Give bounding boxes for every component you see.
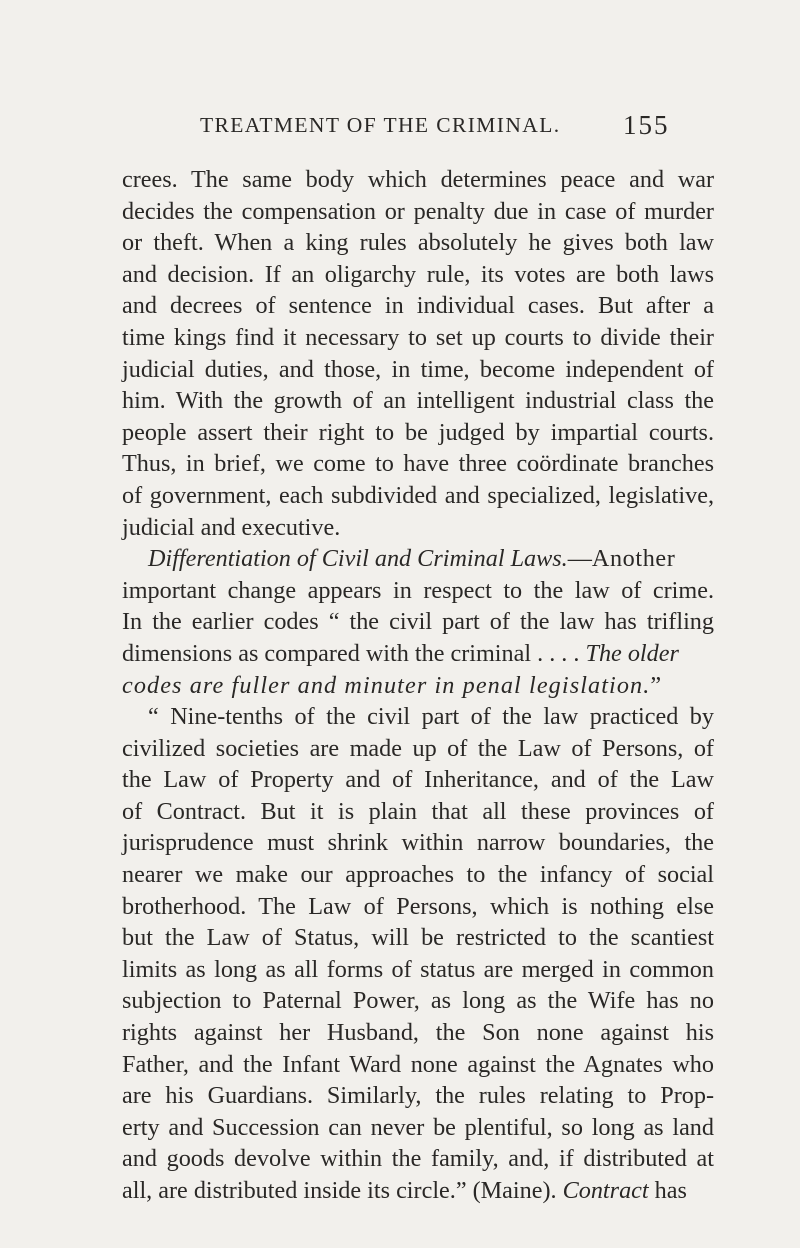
quote-line: civilized societies are made up of the Law of Persons, of xyxy=(122,734,714,762)
text-fragment: has xyxy=(648,1177,687,1204)
quote-line: rights against her Husband, the Son none against his xyxy=(122,1019,714,1047)
section-heading: Differentiation of Civil and Criminal Laws. xyxy=(148,545,568,573)
text-line: and decision. If an oligarchy rule, its votes are both laws xyxy=(122,260,714,288)
quote-line: brotherhood. The Law of Persons, which is nothing else xyxy=(122,892,714,920)
text-line: In the earlier codes “ the civil part of the law has trifling xyxy=(122,608,714,636)
text-line: of government, each subdivided and specialized, legislative, xyxy=(122,481,714,509)
italic-fragment: Contract xyxy=(562,1177,649,1204)
quote-line: are his Guardians. Similarly, the rules relating to Prop- xyxy=(122,1082,714,1110)
italic-fragment: The older xyxy=(585,639,679,667)
text-line xyxy=(122,670,714,702)
text-line: him. With the growth of an intelligent industrial class the xyxy=(122,387,714,415)
quote-line: and goods devolve within the family, and, if distributed at xyxy=(122,1145,714,1173)
text-fragment: all, are distributed inside its circle.” (Maine). xyxy=(122,1177,563,1204)
text-line: important change appears in respect to the law of crime. xyxy=(122,576,714,604)
italic-fragment: codes are fuller and minuter in penal legislation. xyxy=(122,671,651,699)
quote-line: subjection to Paternal Power, as long as the Wife has no xyxy=(122,987,714,1015)
text-line: judicial duties, and those, in time, become independent of xyxy=(122,355,714,383)
text-line: or theft. When a king rules absolutely he gives both law xyxy=(122,229,714,257)
em-dash: — xyxy=(567,545,592,573)
text-fragment: Another xyxy=(591,545,676,573)
closing-quote: ” xyxy=(650,671,662,699)
quote-line: of Contract. But it is plain that all these provinces of xyxy=(122,797,714,825)
text-line: decides the compensation or penalty due in case of murder xyxy=(122,197,714,225)
text-line: and decrees of sentence in individual cases. But after a xyxy=(122,292,714,320)
quote-line: “ Nine-tenths of the civil part of the law practiced by xyxy=(148,703,714,731)
text-line: judicial and executive. xyxy=(122,513,341,541)
quote-line: jurisprudence must shrink within narrow boundaries, the xyxy=(122,829,714,857)
text-fragment: dimensions as compared with the criminal . . . . xyxy=(122,639,586,667)
text-line: Thus, in brief, we come to have three coördinate branches xyxy=(122,450,714,478)
quote-line: Father, and the Infant Ward none against the Agnates who xyxy=(122,1050,714,1078)
quote-line: but the Law of Status, will be restricted to the scantiest xyxy=(122,924,714,952)
last-line xyxy=(122,1175,714,1207)
section-heading-line xyxy=(122,543,714,575)
running-head: TREATMENT OF THE CRIMINAL. xyxy=(200,113,561,137)
quote-line: erty and Succession can never be plentiful, so long as land xyxy=(122,1113,714,1141)
body-text xyxy=(122,164,714,1207)
text-line: time kings find it necessary to set up courts to divide their xyxy=(122,323,714,351)
quote-line: limits as long as all forms of status are merged in common xyxy=(122,955,714,983)
quote-line: the Law of Property and of Inheritance, and of the Law xyxy=(122,766,714,794)
quote-line: nearer we make our approaches to the infancy of social xyxy=(122,861,714,889)
page-number: 155 xyxy=(623,110,670,140)
text-line xyxy=(122,638,714,670)
text-line: people assert their right to be judged by impartial courts. xyxy=(122,418,714,446)
text-line: crees. The same body which determines peace and war xyxy=(122,166,714,193)
